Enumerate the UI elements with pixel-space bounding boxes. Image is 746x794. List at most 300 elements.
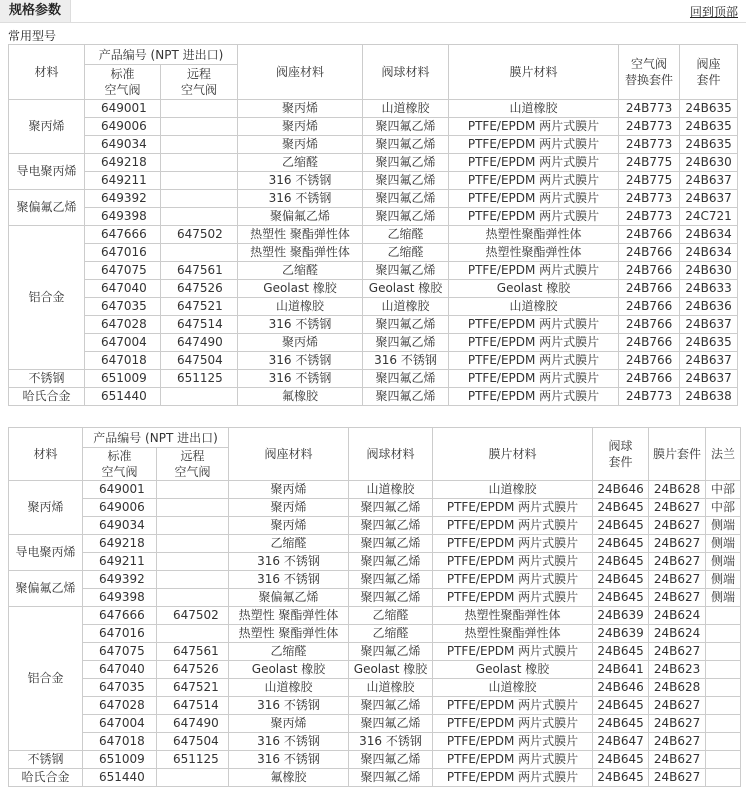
ball-material-cell: 聚四氟乙烯 <box>349 571 433 589</box>
seat-kit-cell: 24B630 <box>680 262 738 280</box>
diaphragm-material-cell: PTFE/EPDM 两片式膜片 <box>449 136 619 154</box>
header-diaphragm-kit: 膜片套件 <box>649 428 706 481</box>
remote-no-cell: 647504 <box>161 352 238 370</box>
air-valve-kit-cell: 24B766 <box>619 352 680 370</box>
ball-kit-cell: 24B645 <box>593 697 649 715</box>
diaphragm-material-cell: PTFE/EPDM 两片式膜片 <box>449 352 619 370</box>
material-cell: 不锈钢 <box>9 370 85 388</box>
diaphragm-material-cell: 热塑性聚酯弹性体 <box>433 625 593 643</box>
ball-material-cell: 聚四氟乙烯 <box>349 643 433 661</box>
ball-material-cell: 聚四氟乙烯 <box>349 751 433 769</box>
remote-no-cell <box>157 625 229 643</box>
diaphragm-material-cell: PTFE/EPDM 两片式膜片 <box>433 517 593 535</box>
flange-cell: 中部 <box>706 481 741 499</box>
seat-material-cell: 乙缩醛 <box>229 535 349 553</box>
remote-no-cell <box>157 589 229 607</box>
remote-no-cell <box>161 100 238 118</box>
air-valve-kit-cell: 24B773 <box>619 190 680 208</box>
table-row <box>9 100 738 118</box>
table-row <box>9 298 738 316</box>
table-row <box>9 370 738 388</box>
diaphragm-material-cell: 热塑性聚酯弹性体 <box>449 226 619 244</box>
seat-material-cell: 聚丙烯 <box>238 136 363 154</box>
seat-material-cell: 乙缩醛 <box>238 262 363 280</box>
seat-kit-cell: 24B637 <box>680 172 738 190</box>
seat-material-cell: 聚丙烯 <box>229 481 349 499</box>
table-row <box>9 190 738 208</box>
remote-no-cell: 647526 <box>161 280 238 298</box>
remote-no-cell <box>161 118 238 136</box>
ball-material-cell: Geolast 橡胶 <box>363 280 449 298</box>
diaphragm-material-cell: Geolast 橡胶 <box>449 280 619 298</box>
remote-no-cell: 647504 <box>157 733 229 751</box>
seat-material-cell: 316 不锈钢 <box>238 190 363 208</box>
ball-kit-cell: 24B645 <box>593 589 649 607</box>
standard-no-cell: 647016 <box>83 625 157 643</box>
seat-material-cell: 热塑性 聚酯弹性体 <box>229 607 349 625</box>
diaphragm-material-cell: 山道橡胶 <box>433 679 593 697</box>
seat-material-cell: 聚丙烯 <box>229 499 349 517</box>
standard-no-cell: 649392 <box>83 571 157 589</box>
flange-cell <box>706 733 741 751</box>
seat-material-cell: Geolast 橡胶 <box>238 280 363 298</box>
header-ball: 阀球材料 <box>363 45 449 100</box>
standard-no-cell: 647004 <box>85 334 161 352</box>
seat-kit-cell: 24B635 <box>680 100 738 118</box>
diaphragm-material-cell: 热塑性聚酯弹性体 <box>449 244 619 262</box>
table1-body <box>9 100 738 406</box>
header-material: 材料 <box>9 45 85 100</box>
diaphragm-material-cell: PTFE/EPDM 两片式膜片 <box>433 733 593 751</box>
ball-material-cell: Geolast 橡胶 <box>349 661 433 679</box>
material-cell: 聚偏氟乙烯 <box>9 190 85 226</box>
remote-no-cell: 647521 <box>157 679 229 697</box>
diaphragm-kit-cell: 24B623 <box>649 661 706 679</box>
table-row <box>9 571 741 589</box>
ball-material-cell: 聚四氟乙烯 <box>363 208 449 226</box>
material-cell: 铝合金 <box>9 607 83 751</box>
standard-no-cell: 647028 <box>83 697 157 715</box>
air-valve-kit-cell: 24B766 <box>619 298 680 316</box>
standard-no-cell: 647016 <box>85 244 161 262</box>
remote-no-cell <box>161 136 238 154</box>
seat-kit-cell: 24B635 <box>680 136 738 154</box>
ball-material-cell: 聚四氟乙烯 <box>349 499 433 517</box>
remote-no-cell <box>161 388 238 406</box>
seat-material-cell: 聚偏氟乙烯 <box>238 208 363 226</box>
diaphragm-material-cell: PTFE/EPDM 两片式膜片 <box>433 571 593 589</box>
seat-material-cell: 316 不锈钢 <box>238 172 363 190</box>
diaphragm-material-cell: PTFE/EPDM 两片式膜片 <box>449 388 619 406</box>
diaphragm-material-cell: 山道橡胶 <box>433 481 593 499</box>
table-row <box>9 661 741 679</box>
diaphragm-material-cell: PTFE/EPDM 两片式膜片 <box>449 262 619 280</box>
ball-kit-cell: 24B645 <box>593 715 649 733</box>
remote-no-cell <box>157 535 229 553</box>
standard-no-cell: 649398 <box>83 589 157 607</box>
header-seat-kit: 阀座 套件 <box>680 45 738 100</box>
diaphragm-material-cell: PTFE/EPDM 两片式膜片 <box>433 751 593 769</box>
diaphragm-material-cell: 山道橡胶 <box>449 298 619 316</box>
diaphragm-kit-cell: 24B624 <box>649 607 706 625</box>
air-valve-kit-cell: 24B766 <box>619 370 680 388</box>
standard-no-cell: 647075 <box>83 643 157 661</box>
material-cell: 不锈钢 <box>9 751 83 769</box>
header-ball: 阀球材料 <box>349 428 433 481</box>
flange-cell: 侧端 <box>706 589 741 607</box>
seat-material-cell: 聚偏氟乙烯 <box>229 589 349 607</box>
header-product-no: 产品编号 (NPT 进出口) <box>85 45 238 65</box>
seat-kit-cell: 24B636 <box>680 298 738 316</box>
seat-kit-cell: 24B637 <box>680 370 738 388</box>
seat-kit-cell: 24B637 <box>680 352 738 370</box>
seat-kit-cell: 24C721 <box>680 208 738 226</box>
remote-no-cell <box>161 154 238 172</box>
table-row <box>9 154 738 172</box>
table-row <box>9 262 738 280</box>
diaphragm-material-cell: PTFE/EPDM 两片式膜片 <box>449 118 619 136</box>
diaphragm-kit-cell: 24B627 <box>649 499 706 517</box>
standard-no-cell: 649211 <box>85 172 161 190</box>
ball-material-cell: 山道橡胶 <box>349 481 433 499</box>
table-row <box>9 643 741 661</box>
ball-kit-cell: 24B639 <box>593 607 649 625</box>
ball-material-cell: 聚四氟乙烯 <box>363 262 449 280</box>
standard-no-cell: 649001 <box>83 481 157 499</box>
header-standard: 标准 空气阀 <box>83 448 157 481</box>
seat-kit-cell: 24B630 <box>680 154 738 172</box>
diaphragm-material-cell: PTFE/EPDM 两片式膜片 <box>449 172 619 190</box>
air-valve-kit-cell: 24B773 <box>619 208 680 226</box>
diaphragm-material-cell: PTFE/EPDM 两片式膜片 <box>433 643 593 661</box>
table-row <box>9 733 741 751</box>
standard-no-cell: 651009 <box>85 370 161 388</box>
table-row <box>9 769 741 787</box>
material-cell: 聚偏氟乙烯 <box>9 571 83 607</box>
table-row <box>9 625 741 643</box>
remote-no-cell: 651125 <box>161 370 238 388</box>
ball-material-cell: 聚四氟乙烯 <box>363 172 449 190</box>
seat-material-cell: 316 不锈钢 <box>238 316 363 334</box>
seat-material-cell: 316 不锈钢 <box>229 553 349 571</box>
table-row <box>9 751 741 769</box>
header-material: 材料 <box>9 428 83 481</box>
standard-no-cell: 649034 <box>85 136 161 154</box>
standard-no-cell: 647035 <box>83 679 157 697</box>
diaphragm-material-cell: PTFE/EPDM 两片式膜片 <box>433 499 593 517</box>
table-row <box>9 118 738 136</box>
ball-material-cell: 聚四氟乙烯 <box>349 715 433 733</box>
diaphragm-kit-cell: 24B624 <box>649 625 706 643</box>
seat-material-cell: 聚丙烯 <box>238 118 363 136</box>
ball-material-cell: 聚四氟乙烯 <box>349 535 433 553</box>
table-row <box>9 208 738 226</box>
table-row <box>9 316 738 334</box>
diaphragm-kit-cell: 24B627 <box>649 535 706 553</box>
ball-material-cell: 316 不锈钢 <box>349 733 433 751</box>
ball-kit-cell: 24B645 <box>593 517 649 535</box>
header-seat: 阀座材料 <box>229 428 349 481</box>
diaphragm-material-cell: 热塑性聚酯弹性体 <box>433 607 593 625</box>
air-valve-kit-cell: 24B775 <box>619 154 680 172</box>
seat-kit-cell: 24B633 <box>680 280 738 298</box>
ball-kit-cell: 24B641 <box>593 661 649 679</box>
header-product-no: 产品编号 (NPT 进出口) <box>83 428 229 448</box>
seat-kit-cell: 24B634 <box>680 244 738 262</box>
remote-no-cell <box>161 208 238 226</box>
header-remote: 远程 空气阀 <box>157 448 229 481</box>
remote-no-cell <box>157 571 229 589</box>
ball-kit-cell: 24B645 <box>593 553 649 571</box>
section-title: 常用型号 <box>8 29 57 43</box>
ball-kit-cell: 24B646 <box>593 679 649 697</box>
air-valve-kit-cell: 24B773 <box>619 136 680 154</box>
standard-no-cell: 651009 <box>83 751 157 769</box>
ball-kit-cell: 24B639 <box>593 625 649 643</box>
standard-no-cell: 649006 <box>85 118 161 136</box>
ball-kit-cell: 24B646 <box>593 481 649 499</box>
diaphragm-kit-cell: 24B627 <box>649 643 706 661</box>
ball-material-cell: 316 不锈钢 <box>363 352 449 370</box>
ball-kit-cell: 24B645 <box>593 571 649 589</box>
table-row <box>9 697 741 715</box>
standard-no-cell: 647028 <box>85 316 161 334</box>
remote-no-cell <box>157 553 229 571</box>
diaphragm-material-cell: PTFE/EPDM 两片式膜片 <box>449 154 619 172</box>
table-row <box>9 679 741 697</box>
ball-material-cell: 聚四氟乙烯 <box>349 589 433 607</box>
ball-material-cell: 山道橡胶 <box>363 100 449 118</box>
table-row <box>9 553 741 571</box>
diaphragm-material-cell: PTFE/EPDM 两片式膜片 <box>433 589 593 607</box>
ball-material-cell: 聚四氟乙烯 <box>349 697 433 715</box>
back-to-top-link[interactable]: 回到顶部 <box>689 5 738 19</box>
ball-material-cell: 乙缩醛 <box>349 625 433 643</box>
diaphragm-material-cell: PTFE/EPDM 两片式膜片 <box>449 334 619 352</box>
standard-no-cell: 649218 <box>83 535 157 553</box>
remote-no-cell: 647490 <box>157 715 229 733</box>
standard-no-cell: 647018 <box>85 352 161 370</box>
flange-cell: 侧端 <box>706 553 741 571</box>
seat-material-cell: 316 不锈钢 <box>238 370 363 388</box>
diaphragm-material-cell: PTFE/EPDM 两片式膜片 <box>449 316 619 334</box>
ball-material-cell: 聚四氟乙烯 <box>363 136 449 154</box>
table-row <box>9 244 738 262</box>
ball-material-cell: 聚四氟乙烯 <box>363 388 449 406</box>
table-row <box>9 517 741 535</box>
table-row <box>9 388 738 406</box>
ball-material-cell: 聚四氟乙烯 <box>363 334 449 352</box>
ball-kit-cell: 24B647 <box>593 733 649 751</box>
header-ball-kit: 阀球 套件 <box>593 428 649 481</box>
material-cell: 铝合金 <box>9 226 85 370</box>
flange-cell: 侧端 <box>706 535 741 553</box>
header-standard: 标准 空气阀 <box>85 65 161 100</box>
flange-cell <box>706 607 741 625</box>
diaphragm-material-cell: PTFE/EPDM 两片式膜片 <box>449 208 619 226</box>
diaphragm-material-cell: PTFE/EPDM 两片式膜片 <box>433 697 593 715</box>
flange-cell <box>706 697 741 715</box>
diaphragm-material-cell: PTFE/EPDM 两片式膜片 <box>433 553 593 571</box>
table-row <box>9 334 738 352</box>
air-valve-kit-cell: 24B766 <box>619 226 680 244</box>
standard-no-cell: 647004 <box>83 715 157 733</box>
ball-material-cell: 乙缩醛 <box>349 607 433 625</box>
standard-no-cell: 649006 <box>83 499 157 517</box>
diaphragm-material-cell: PTFE/EPDM 两片式膜片 <box>449 370 619 388</box>
seat-material-cell: 氟橡胶 <box>229 769 349 787</box>
seat-kit-cell: 24B635 <box>680 334 738 352</box>
standard-no-cell: 649398 <box>85 208 161 226</box>
table-row <box>9 280 738 298</box>
material-cell: 哈氏合金 <box>9 769 83 787</box>
ball-material-cell: 聚四氟乙烯 <box>349 553 433 571</box>
diaphragm-material-cell: PTFE/EPDM 两片式膜片 <box>433 535 593 553</box>
seat-kit-cell: 24B638 <box>680 388 738 406</box>
standard-no-cell: 649001 <box>85 100 161 118</box>
remote-no-cell: 647514 <box>157 697 229 715</box>
seat-kit-cell: 24B637 <box>680 190 738 208</box>
ball-material-cell: 山道橡胶 <box>363 298 449 316</box>
diaphragm-material-cell: PTFE/EPDM 两片式膜片 <box>449 190 619 208</box>
tab-bar <box>0 0 746 23</box>
seat-material-cell: 聚丙烯 <box>238 334 363 352</box>
header-remote: 远程 空气阀 <box>161 65 238 100</box>
remote-no-cell: 647514 <box>161 316 238 334</box>
seat-material-cell: 316 不锈钢 <box>238 352 363 370</box>
table-row <box>9 136 738 154</box>
table-row <box>9 352 738 370</box>
standard-no-cell: 647666 <box>83 607 157 625</box>
flange-cell <box>706 751 741 769</box>
ball-material-cell: 聚四氟乙烯 <box>363 370 449 388</box>
remote-no-cell: 647526 <box>157 661 229 679</box>
remote-no-cell: 647490 <box>161 334 238 352</box>
flange-cell: 中部 <box>706 499 741 517</box>
diaphragm-kit-cell: 24B627 <box>649 553 706 571</box>
standard-no-cell: 647035 <box>85 298 161 316</box>
table-row <box>9 535 741 553</box>
seat-material-cell: 316 不锈钢 <box>229 697 349 715</box>
ball-material-cell: 聚四氟乙烯 <box>363 316 449 334</box>
table-row <box>9 607 741 625</box>
seat-material-cell: 乙缩醛 <box>229 643 349 661</box>
remote-no-cell <box>161 190 238 208</box>
table-row <box>9 172 738 190</box>
seat-material-cell: 聚丙烯 <box>229 715 349 733</box>
seat-material-cell: 乙缩醛 <box>238 154 363 172</box>
flange-cell <box>706 625 741 643</box>
remote-no-cell <box>161 244 238 262</box>
remote-no-cell: 647561 <box>161 262 238 280</box>
diaphragm-kit-cell: 24B627 <box>649 733 706 751</box>
flange-cell: 侧端 <box>706 571 741 589</box>
tab-specifications[interactable]: 规格参数 <box>0 0 71 22</box>
seat-material-cell: 热塑性 聚酯弹性体 <box>238 226 363 244</box>
flange-cell <box>706 679 741 697</box>
ball-kit-cell: 24B645 <box>593 769 649 787</box>
diaphragm-material-cell: PTFE/EPDM 两片式膜片 <box>433 715 593 733</box>
remote-no-cell: 651125 <box>157 751 229 769</box>
standard-no-cell: 647075 <box>85 262 161 280</box>
diaphragm-material-cell: PTFE/EPDM 两片式膜片 <box>433 769 593 787</box>
seat-kit-cell: 24B635 <box>680 118 738 136</box>
ball-material-cell: 聚四氟乙烯 <box>363 118 449 136</box>
flange-cell <box>706 643 741 661</box>
ball-kit-cell: 24B645 <box>593 535 649 553</box>
table-row <box>9 589 741 607</box>
standard-no-cell: 649211 <box>83 553 157 571</box>
seat-material-cell: 山道橡胶 <box>229 679 349 697</box>
header-flange: 法兰 <box>706 428 741 481</box>
header-diaphragm: 膜片材料 <box>449 45 619 100</box>
diaphragm-kit-cell: 24B627 <box>649 751 706 769</box>
air-valve-kit-cell: 24B766 <box>619 334 680 352</box>
diaphragm-kit-cell: 24B627 <box>649 571 706 589</box>
remote-no-cell <box>157 517 229 535</box>
seat-kit-cell: 24B637 <box>680 316 738 334</box>
table-row <box>9 499 741 517</box>
remote-no-cell: 647521 <box>161 298 238 316</box>
seat-material-cell: 热塑性 聚酯弹性体 <box>238 244 363 262</box>
ball-kit-cell: 24B645 <box>593 643 649 661</box>
material-cell: 导电聚丙烯 <box>9 154 85 190</box>
remote-no-cell: 647561 <box>157 643 229 661</box>
ball-material-cell: 聚四氟乙烯 <box>363 154 449 172</box>
seat-material-cell: 山道橡胶 <box>238 298 363 316</box>
standard-no-cell: 647040 <box>83 661 157 679</box>
diaphragm-kit-cell: 24B627 <box>649 589 706 607</box>
standard-no-cell: 651440 <box>85 388 161 406</box>
seat-material-cell: 聚丙烯 <box>238 100 363 118</box>
diaphragm-kit-cell: 24B628 <box>649 679 706 697</box>
seat-material-cell: 316 不锈钢 <box>229 751 349 769</box>
air-valve-kit-cell: 24B773 <box>619 388 680 406</box>
seat-material-cell: 热塑性 聚酯弹性体 <box>229 625 349 643</box>
remote-no-cell <box>157 769 229 787</box>
flange-cell <box>706 769 741 787</box>
standard-no-cell: 647666 <box>85 226 161 244</box>
standard-no-cell: 649034 <box>83 517 157 535</box>
diaphragm-kit-cell: 24B628 <box>649 481 706 499</box>
ball-material-cell: 乙缩醛 <box>363 226 449 244</box>
header-diaphragm: 膜片材料 <box>433 428 593 481</box>
diaphragm-kit-cell: 24B627 <box>649 769 706 787</box>
standard-no-cell: 647018 <box>83 733 157 751</box>
table-row <box>9 715 741 733</box>
seat-kit-cell: 24B634 <box>680 226 738 244</box>
diaphragm-kit-cell: 24B627 <box>649 697 706 715</box>
flange-cell: 侧端 <box>706 517 741 535</box>
air-valve-kit-cell: 24B766 <box>619 316 680 334</box>
air-valve-kit-cell: 24B773 <box>619 118 680 136</box>
remote-no-cell <box>157 499 229 517</box>
ball-material-cell: 聚四氟乙烯 <box>363 190 449 208</box>
standard-no-cell: 651440 <box>83 769 157 787</box>
diaphragm-material-cell: 山道橡胶 <box>449 100 619 118</box>
flange-cell <box>706 715 741 733</box>
remote-no-cell: 647502 <box>157 607 229 625</box>
air-valve-kit-cell: 24B773 <box>619 100 680 118</box>
standard-no-cell: 649218 <box>85 154 161 172</box>
air-valve-kit-cell: 24B766 <box>619 244 680 262</box>
ball-kit-cell: 24B645 <box>593 499 649 517</box>
seat-material-cell: 316 不锈钢 <box>229 571 349 589</box>
material-cell: 聚丙烯 <box>9 100 85 154</box>
header-seat: 阀座材料 <box>238 45 363 100</box>
seat-material-cell: 聚丙烯 <box>229 517 349 535</box>
diaphragm-material-cell: Geolast 橡胶 <box>433 661 593 679</box>
